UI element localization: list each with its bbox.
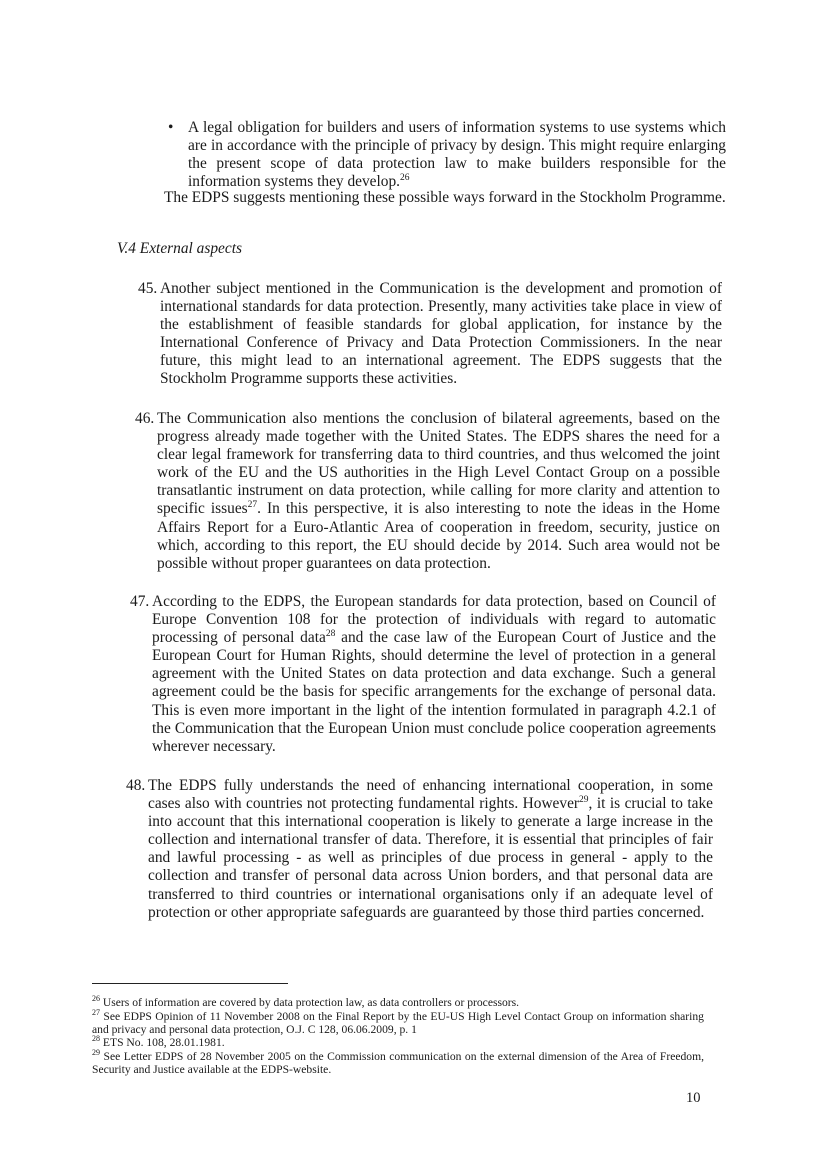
paragraph-text-cont: . In this perspective, it is also interesting to note the ideas in the Home Affairs Report for a Euro-Atlantic Area of cooperation in freedom, security, justice on which, according to this report, the EU should decide by 2014. Such area would not be possible without proper guarantees on data protection.: [157, 500, 720, 572]
footnote-ref-26: 26: [400, 173, 410, 184]
footnote-28: [92, 1036, 704, 1049]
footnote-divider: [92, 983, 288, 984]
footnote-number: 29: [92, 1048, 100, 1058]
paragraph-48: [126, 777, 713, 922]
section-heading: V.4 External aspects: [117, 240, 242, 257]
footnote-text: ETS No. 108, 28.01.1981.: [102, 1036, 225, 1049]
bullet-icon: •: [168, 119, 174, 136]
paragraph-text: Another subject mentioned in the Communication is the development and promotion of international standards for data protection. Presently, many activities take place in view of the establishment of feasible standards for global application, for instance by the International Conference of Privacy and Data Protection Commissioners. In the near future, this might lead to an international agreement. The EDPS suggests that the Stockholm Programme supports these activities.: [160, 280, 722, 388]
paragraph-text-cont: , it is crucial to take into account that this international cooperation is likely to generate a large increase in the collection and international transfer of data. Therefore, it is essential that principles of fair and lawful processing - as well as principles of due process in general - apply to the collection and transfer of personal data across Union borders, and that personal data are transferred to third countries or international organisations only if an adequate level of protection or other appropriate safeguards are guaranteed by those third parties concerned.: [148, 795, 713, 921]
paragraph-text-cont: and the case law of the European Court of Justice and the European Court for Human Rights, should determine the level of protection in a general agreement with the United States on data protection and data exchange. Such a general agreement could be the basis for specific arrangements for the exchange of personal data. This is even more important in the light of the intention formulated in paragraph 4.2.1 of the Communication that the European Union must conclude police cooperation agreements wherever necessary.: [152, 629, 716, 755]
footnote-26: [92, 996, 704, 1009]
paragraph-47: [130, 593, 716, 756]
paragraph-number: 48.: [126, 777, 146, 794]
paragraph-text: The EDPS fully understands the need of enhancing international cooperation, in some cases also with countries not protecting fundamental rights. However: [148, 777, 713, 813]
footnote-number: 28: [92, 1034, 100, 1044]
paragraph-text: The Communication also mentions the conclusion of bilateral agreements, based on the progress already made together with the United States. The EDPS shares the need for a clear legal framework for transferring data to third countries, and thus welcomed the joint work of the EU and the US authorities in the High Level Contact Group on a possible transatlantic instrument on data protection, while calling for more clarity and attention to specific issues: [157, 410, 720, 518]
paragraph-text: According to the EDPS, the European standards for data protection, based on Council of Europe Convention 108 for the protection of individuals with regard to automatic processing of personal data: [152, 593, 716, 647]
footnote-text: See EDPS Opinion of 11 November 2008 on the Final Report by the EU-US High Level Contact Group on information sharing and privacy and personal data protection, O.J. C 128, 06.06.2009, p. 1: [92, 1010, 704, 1036]
footnote-27: [92, 1010, 704, 1036]
paragraph-number: 45.: [138, 280, 158, 297]
page-number: 10: [686, 1090, 701, 1106]
suggestion-text: The EDPS suggests mentioning these possible ways forward in the Stockholm Programme.: [164, 189, 726, 206]
footnote-ref-27: 27: [247, 500, 258, 511]
paragraph-number: 46.: [135, 410, 155, 427]
footnote-ref-28: 28: [325, 629, 336, 640]
paragraph-46: [135, 410, 720, 573]
paragraph-45: [138, 280, 722, 389]
bullet-text: A legal obligation for builders and users of information systems to use systems which are in accordance with the principle of privacy by design. This might require enlarging the present scope of data protection law to make builders responsible for the information systems they develop.: [188, 119, 726, 191]
footnote-29: [92, 1050, 704, 1076]
footnote-text: Users of information are covered by data protection law, as data controllers or processors.: [102, 996, 520, 1009]
footnote-number: 27: [92, 1008, 100, 1018]
footnote-ref-29: 29: [579, 794, 589, 805]
bullet-item: [168, 119, 726, 191]
footnote-number: 26: [92, 994, 100, 1004]
paragraph-number: 47.: [130, 593, 150, 610]
footnote-text: See Letter EDPS of 28 November 2005 on the Commission communication on the external dimension of the Area of Freedom, Security and Justice available at the EDPS-website.: [92, 1050, 704, 1076]
